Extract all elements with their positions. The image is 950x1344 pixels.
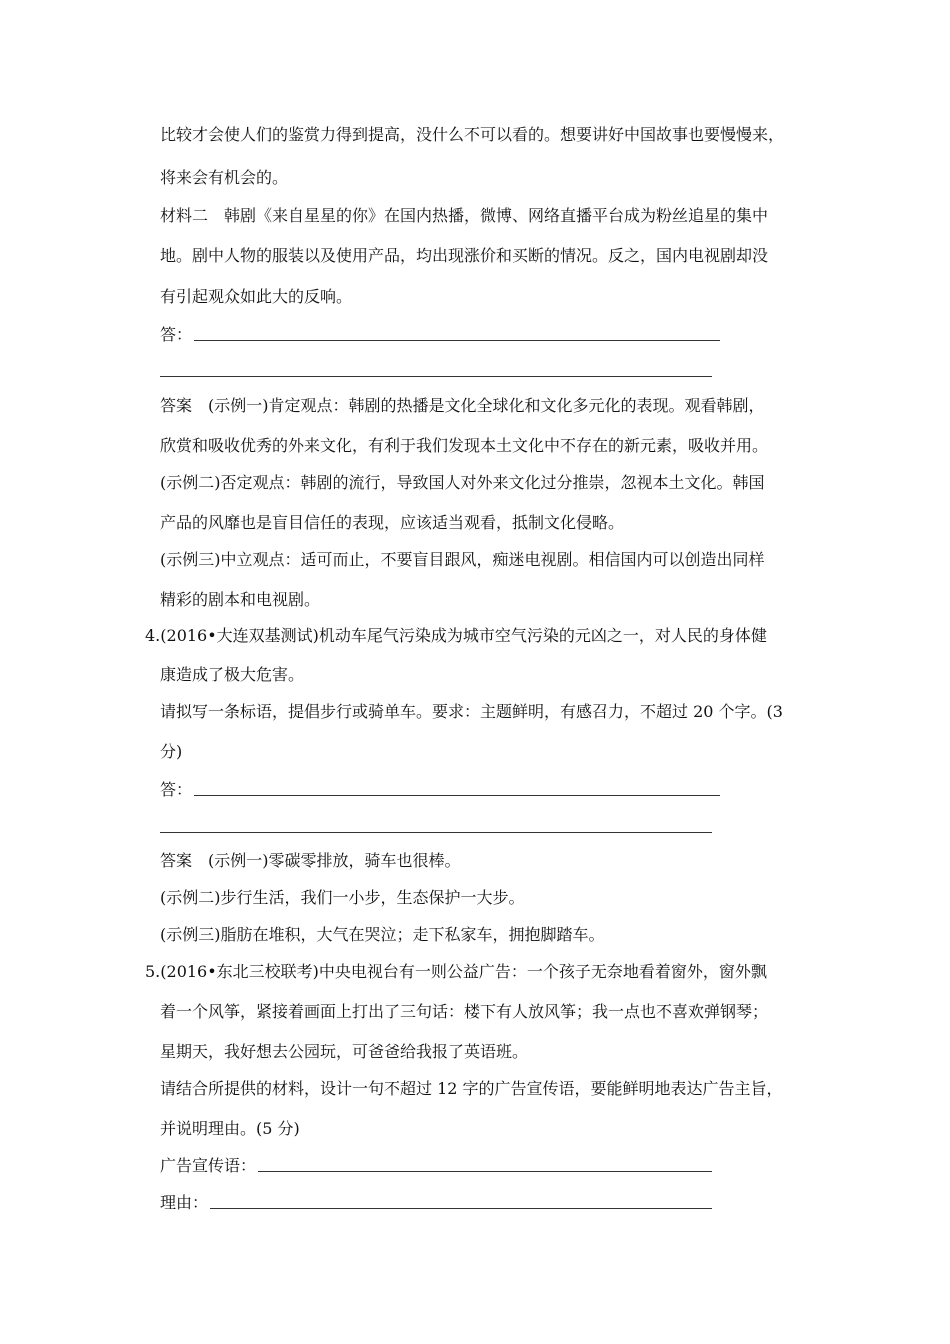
- answer-label: 答：: [160, 325, 193, 344]
- answer-field-4[interactable]: [160, 780, 720, 800]
- question-5-line: 并说明理由。(5 分): [160, 1119, 300, 1138]
- question-4-line: 4.(2016•大连双基测试)机动车尾气污染成为城市空气污染的元凶之一，对人民的身体健: [145, 626, 767, 645]
- answer-line: (示例三)脂肪在堆积，大气在哭泣；走下私家车，拥抱脚踏车。: [160, 925, 605, 944]
- answer-blank: [194, 795, 720, 796]
- question-5-line: 请结合所提供的材料，设计一句不超过 12 字的广告宣传语，要能鲜明地表达广告主旨，: [160, 1079, 783, 1098]
- answer-line: 答案 (示例一)零碳零排放，骑车也很棒。: [160, 851, 461, 870]
- question-5-line: 星期天，我好想去公园玩，可爸爸给我报了英语班。: [160, 1042, 529, 1061]
- reason-field[interactable]: [160, 1193, 712, 1213]
- question-4-line: 分): [160, 742, 183, 761]
- answer-line: 产品的风靡也是盲目信任的表现，应该适当观看，抵制文化侵略。: [160, 513, 625, 532]
- material-two-line: 材料二 韩剧《来自星星的你》在国内热播，微博、网络直播平台成为粉丝追星的集中: [160, 206, 769, 225]
- answer-label: 答：: [160, 780, 193, 799]
- slogan-blank: [258, 1171, 712, 1172]
- reason-blank: [210, 1208, 712, 1209]
- slogan-label: 广告宣传语：: [160, 1156, 257, 1175]
- answer-blank-line: [160, 832, 712, 833]
- slogan-field[interactable]: [160, 1156, 712, 1176]
- answer-field-3[interactable]: [160, 325, 720, 345]
- answer-line: 答案 (示例一)肯定观点：韩剧的热播是文化全球化和文化多元化的表现。观看韩剧，: [160, 396, 765, 415]
- answer-line: (示例二)否定观点：韩剧的流行，导致国人对外来文化过分推崇，忽视本土文化。韩国: [160, 473, 765, 492]
- material-two-line: 有引起观众如此大的反响。: [160, 287, 353, 306]
- paragraph-line: 将来会有机会的。: [160, 168, 289, 187]
- paragraph-line: 比较才会使人们的鉴赏力得到提高，没什么不可以看的。想要讲好中国故事也要慢慢来，: [160, 125, 785, 144]
- material-two-line: 地。剧中人物的服装以及使用产品，均出现涨价和买断的情况。反之，国内电视剧却没: [160, 246, 769, 265]
- question-4-line: 康造成了极大危害。: [160, 665, 305, 684]
- answer-line: 欣赏和吸收优秀的外来文化，有利于我们发现本土文化中不存在的新元素，吸收并用。: [160, 436, 769, 455]
- answer-line: 精彩的剧本和电视剧。: [160, 590, 321, 609]
- question-5-line: 5.(2016•东北三校联考)中央电视台有一则公益广告：一个孩子无奈地看着窗外，窗外飘: [145, 962, 767, 981]
- answer-line: (示例三)中立观点：适可而止，不要盲目跟风，痴迷电视剧。相信国内可以创造出同样: [160, 550, 765, 569]
- question-4-line: 请拟写一条标语，提倡步行或骑单车。要求：主题鲜明，有感召力，不超过 20 个字。(3: [160, 702, 783, 721]
- answer-line: (示例二)步行生活，我们一小步，生态保护一大步。: [160, 888, 525, 907]
- answer-blank-line: [160, 376, 712, 377]
- answer-blank: [194, 340, 720, 341]
- question-5-line: 着一个风筝，紧接着画面上打出了三句话：楼下有人放风筝；我一点也不喜欢弹钢琴；: [160, 1002, 769, 1021]
- reason-label: 理由：: [160, 1193, 209, 1212]
